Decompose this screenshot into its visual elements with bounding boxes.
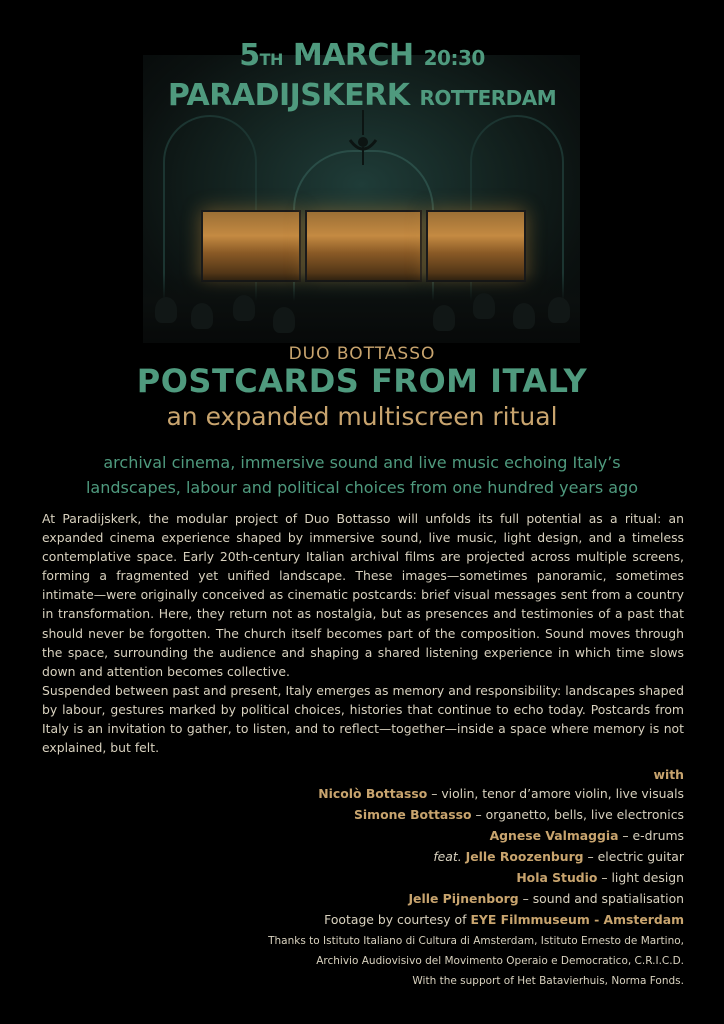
thanks-line-2: Archivio Audiovisivo del Movimento Operaio e Democratico, C.R.I.C.D. <box>316 955 684 967</box>
screen-right <box>426 210 526 282</box>
screen-left <box>201 210 301 282</box>
footage-credit: Footage by courtesy of EYE Filmmuseum - Amsterdam <box>324 912 684 927</box>
event-venue <box>0 78 724 113</box>
credit-line-5: Hola Studio – light design <box>516 870 684 885</box>
artist-name: DUO BOTTASSO <box>288 344 436 364</box>
description-body <box>42 509 684 757</box>
credits-with: with <box>653 767 684 782</box>
credit-line-1: Nicolò Bottasso – violin, tenor d’amore violin, live visuals <box>318 786 684 801</box>
credit-line-4: feat. Jelle Roozenburg – electric guitar <box>433 849 684 864</box>
lead-line-2: landscapes, labour and political choices from one hundred years ago <box>85 478 639 497</box>
description-paragraph-2: Suspended between past and present, Italy emerges as memory and responsibility: landscapes shaped by labour, gestures marked by political choices, histories that continue to echo today. Postcards from Italy is an invitation to gather, to listen, and to reflect—together—inside a space where memory is not explained, but felt. <box>42 682 684 756</box>
event-time: 20:30 <box>423 46 485 70</box>
credit-line-3: Agnese Valmaggia – e-drums <box>489 828 684 843</box>
date-suffix: TH <box>259 50 283 69</box>
event-subtitle: an expanded multiscreen ritual <box>166 402 558 431</box>
lead-line-1: archival cinema, immersive sound and live music echoing Italy’s <box>103 453 621 472</box>
screen-center <box>305 210 422 282</box>
description-paragraph-1: At Paradijskerk, the modular project of Duo Bottasso will unfolds its full potential as a ritual: an expanded cinema experience shaped by immersive sound, live music, light design, and a timeless contemplative space. Early 20th-century Italian archival films are projected across multiple screens, forming a fragmented yet unified landscape. These images—sometimes panoramic, sometimes intimate—were originally conceived as cinematic postcards: brief visual messages sent from a country in transformation. Here, they return not as nostalgia, but as presences and testimonies of a past that should never be forgotten. The church itself becomes part of the composition. Sound moves through the space, surrounding the audience and shaping a shared listening experience in which time slows down and attention becomes collective. <box>42 511 684 679</box>
audience-silhouettes <box>143 273 580 343</box>
venue-name: PARADIJSKERK <box>167 78 410 113</box>
date-day: 5 <box>239 38 260 73</box>
event-title: POSTCARDS FROM ITALY <box>136 362 588 400</box>
thanks-line-1: Thanks to Istituto Italiano di Cultura di Amsterdam, Istituto Ernesto de Martino, <box>268 935 684 947</box>
event-date-time <box>0 38 724 73</box>
lead-text <box>0 450 724 500</box>
credit-line-2: Simone Bottasso – organetto, bells, live electronics <box>353 807 684 822</box>
date-month: MARCH <box>292 38 414 73</box>
credit-line-6: Jelle Pijnenborg – sound and spatialisation <box>408 891 684 906</box>
support-line: With the support of Het Batavierhuis, Norma Fonds. <box>412 975 684 987</box>
chandelier-icon <box>348 110 378 170</box>
venue-city: ROTTERDAM <box>419 86 557 110</box>
